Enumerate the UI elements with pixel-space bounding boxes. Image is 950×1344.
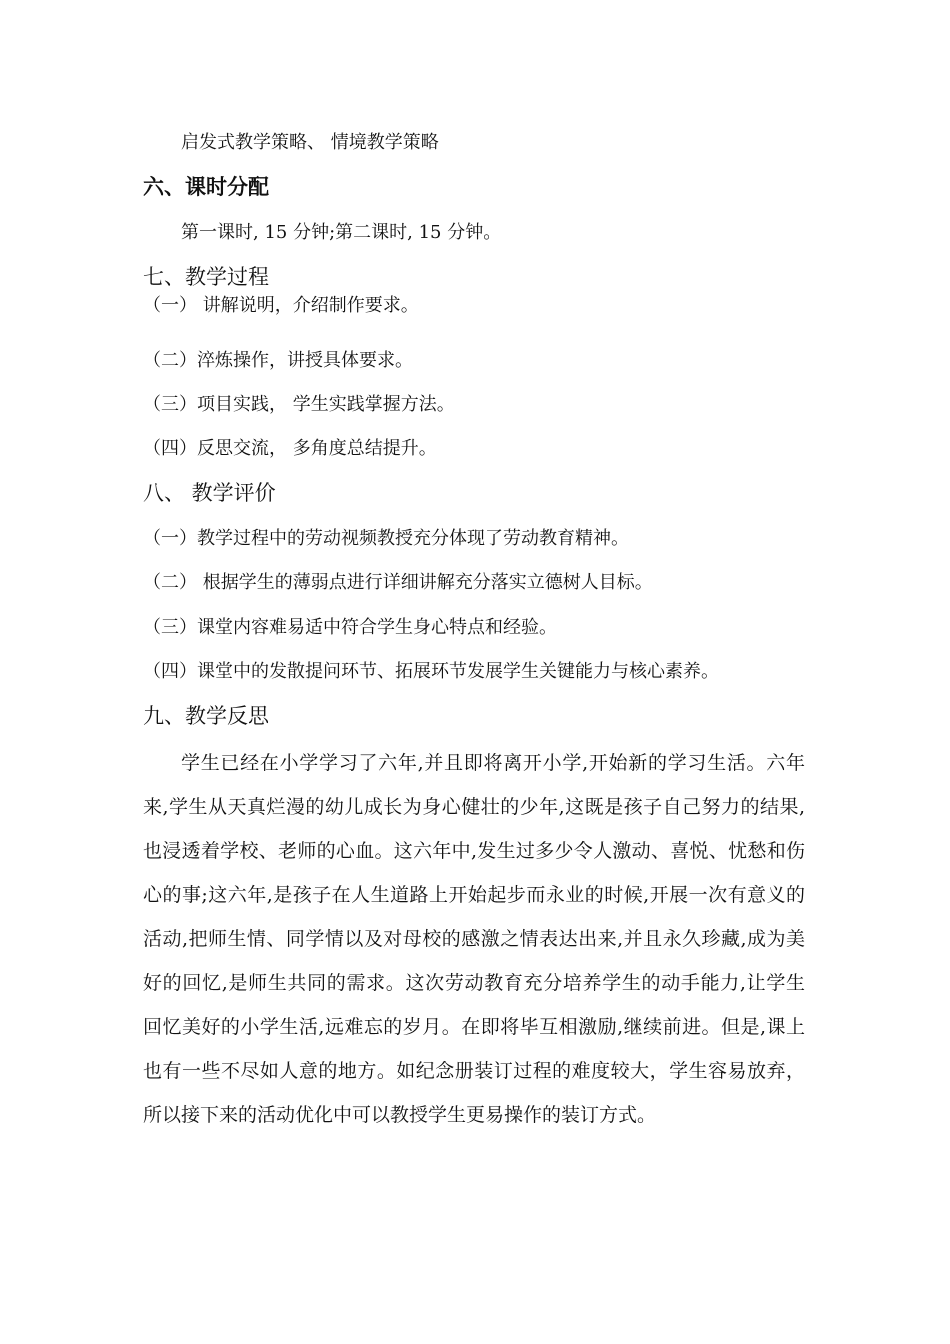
section-7-item-4: （四）反思交流， 多角度总结提升。: [143, 438, 437, 459]
section-7-item-1: （一） 讲解说明，介绍制作要求。: [143, 295, 419, 316]
section-7-item-3: （三）项目实践， 学生实践掌握方法。: [143, 394, 455, 415]
reflection-line-9: 所以接下来的活动优化中可以教授学生更易操作的装订方式。: [143, 1104, 657, 1126]
section-6-heading: 六、课时分配: [143, 174, 269, 199]
reflection-line-2: 来,学生从天真烂漫的幼儿成长为身心健壮的少年,这既是孩子自己努力的结果,: [143, 796, 805, 818]
section-8-heading: 八、 教学评价: [143, 481, 276, 505]
reflection-line-5: 活动,把师生情、同学情以及对母校的感激之情表达出来,并且永久珍藏,成为美: [143, 928, 805, 950]
section-6-content: 第一课时, 15 分钟;第二课时, 15 分钟。: [181, 222, 502, 243]
reflection-line-1: 学生已经在小学学习了六年,并且即将离开小学,开始新的学习生活。六年: [181, 752, 805, 774]
reflection-line-3: 也浸透着学校、老师的心血。这六年中,发生过多少令人激动、喜悦、忧愁和伤: [143, 840, 805, 862]
section-7-item-2: （二）淬炼操作，讲授具体要求。: [143, 350, 413, 371]
section-8-item-3: （三）课堂内容难易适中符合学生身心特点和经验。: [143, 617, 557, 638]
section-7-heading: 七、教学过程: [143, 265, 269, 289]
section-8-item-1: （一）教学过程中的劳动视频教授充分体现了劳动教育精神。: [143, 528, 629, 549]
section-9-heading: 九、教学反思: [143, 704, 269, 728]
reflection-line-8: 也有一些不尽如人意的地方。如纪念册装订过程的难度较大，学生容易放弃，: [143, 1060, 805, 1082]
reflection-line-7: 回忆美好的小学生活,远难忘的岁月。在即将毕互相激励,继续前进。但是,课上: [143, 1016, 805, 1038]
teaching-strategy-line: 启发式教学策略、 情境教学策略: [181, 132, 439, 153]
section-8-item-4: （四）课堂中的发散提问环节、拓展环节发展学生关键能力与核心素养。: [143, 661, 719, 682]
section-8-item-2: （二） 根据学生的薄弱点进行详细讲解充分落实立德树人目标。: [143, 572, 653, 593]
reflection-line-4: 心的事;这六年,是孩子在人生道路上开始起步而永业的时候,开展一次有意义的: [143, 884, 805, 906]
reflection-line-6: 好的回忆,是师生共同的需求。这次劳动教育充分培养学生的动手能力,让学生: [143, 972, 805, 994]
